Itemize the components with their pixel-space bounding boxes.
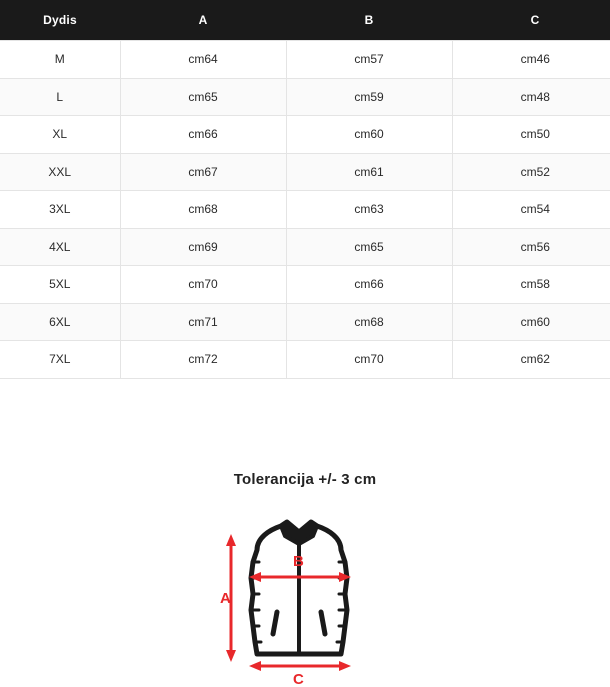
cell-c: cm58 (452, 266, 610, 304)
cell-b: cm63 (286, 191, 452, 229)
column-header-size: Dydis (0, 0, 120, 41)
cell-size: XL (0, 116, 120, 154)
table-row (0, 303, 610, 341)
measure-c-arrow (249, 661, 351, 671)
cell-a: cm69 (120, 228, 286, 266)
cell-b: cm66 (286, 266, 452, 304)
measure-a-label: A (220, 589, 231, 607)
cell-size: XXL (0, 153, 120, 191)
cell-c: cm62 (452, 341, 610, 379)
table-row (0, 228, 610, 266)
cell-c: cm50 (452, 116, 610, 154)
cell-size: 6XL (0, 303, 120, 341)
cell-a: cm71 (120, 303, 286, 341)
cell-b: cm61 (286, 153, 452, 191)
cell-size: M (0, 41, 120, 79)
measure-c-label: C (293, 670, 304, 687)
vest-garment-icon (251, 522, 347, 654)
cell-c: cm46 (452, 41, 610, 79)
tolerance-note: Tolerancija +/- 3 cm (233, 470, 377, 488)
cell-a: cm70 (120, 266, 286, 304)
table-row (0, 191, 610, 229)
cell-c: cm60 (452, 303, 610, 341)
table-row (0, 341, 610, 379)
table-header-row (0, 0, 610, 41)
cell-b: cm60 (286, 116, 452, 154)
table-body (0, 41, 610, 379)
cell-size: L (0, 78, 120, 116)
cell-c: cm56 (452, 228, 610, 266)
cell-size: 3XL (0, 191, 120, 229)
cell-size: 4XL (0, 228, 120, 266)
table-row (0, 78, 610, 116)
cell-a: cm64 (120, 41, 286, 79)
column-header-c: C (452, 0, 610, 41)
measure-b-label: B (293, 552, 304, 570)
cell-b: cm57 (286, 41, 452, 79)
cell-a: cm72 (120, 341, 286, 379)
table-row (0, 41, 610, 79)
cell-b: cm68 (286, 303, 452, 341)
cell-size: 7XL (0, 341, 120, 379)
cell-c: cm54 (452, 191, 610, 229)
vest-diagram-svg (195, 502, 415, 687)
cell-b: cm59 (286, 78, 452, 116)
table-row (0, 266, 610, 304)
column-header-a: A (120, 0, 286, 41)
column-header-b: B (286, 0, 452, 41)
cell-c: cm48 (452, 78, 610, 116)
table-row (0, 116, 610, 154)
cell-size: 5XL (0, 266, 120, 304)
cell-a: cm66 (120, 116, 286, 154)
table-header (0, 0, 610, 41)
cell-a: cm65 (120, 78, 286, 116)
cell-b: cm65 (286, 228, 452, 266)
cell-a: cm68 (120, 191, 286, 229)
cell-b: cm70 (286, 341, 452, 379)
cell-a: cm67 (120, 153, 286, 191)
measurement-diagram (0, 502, 610, 687)
table-row (0, 153, 610, 191)
cell-c: cm52 (452, 153, 610, 191)
